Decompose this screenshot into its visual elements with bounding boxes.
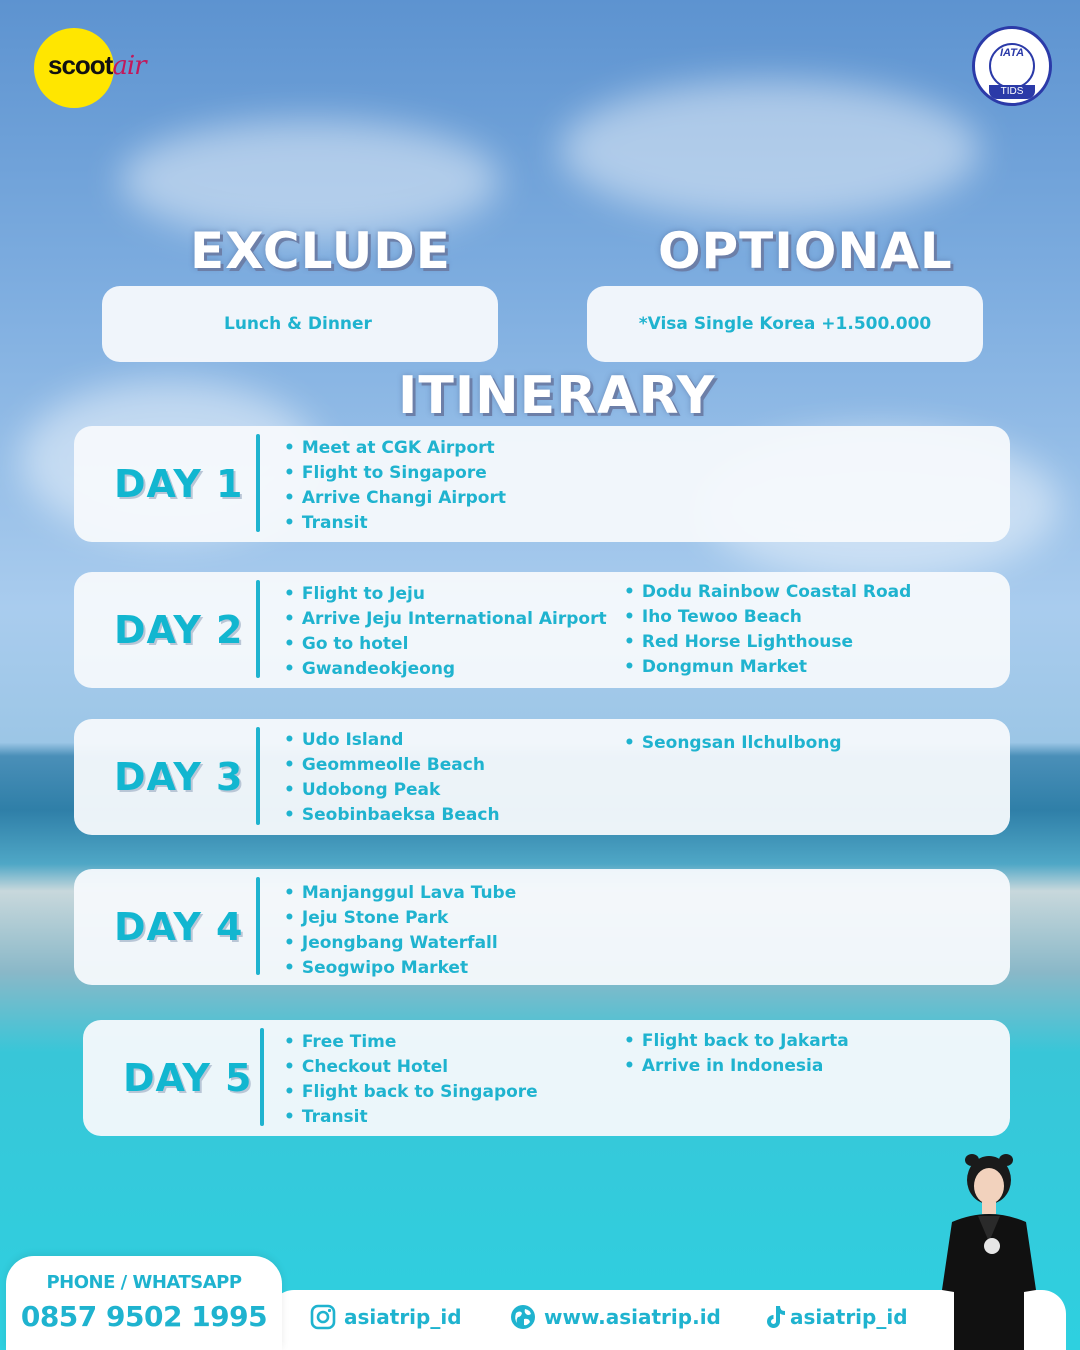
itinerary-title: ITINERARY [398, 366, 716, 426]
day-divider [256, 727, 260, 825]
day-divider [256, 434, 260, 532]
presenter-image [932, 1150, 1050, 1350]
activity-item: • Flight to Singapore [284, 461, 506, 486]
activity-item: • Iho Tewoo Beach [624, 605, 911, 630]
globe-icon [510, 1304, 536, 1330]
activity-item: • Flight back to Singapore [284, 1080, 538, 1105]
day-card-3 [74, 719, 1010, 835]
logo-accent-text: air [112, 51, 146, 81]
activity-item: • Seogwipo Market [284, 956, 516, 981]
activity-item: • Go to hotel [284, 632, 607, 657]
activity-item: • Jeju Stone Park [284, 906, 516, 931]
tiktok-link[interactable] [762, 1304, 908, 1330]
instagram-link[interactable] [310, 1304, 462, 1330]
activity-item: • Transit [284, 511, 506, 536]
day-divider [256, 877, 260, 975]
activity-item: • Seobinbaeksa Beach [284, 803, 500, 828]
instagram-handle: asiatrip_id [344, 1305, 462, 1329]
activity-item: • Dongmun Market [624, 655, 911, 680]
activity-item: • Flight back to Jakarta [624, 1029, 849, 1054]
day-card-2 [74, 572, 1010, 688]
activity-item: • Seongsan Ilchulbong [624, 731, 842, 756]
day-activities-right [624, 731, 842, 756]
day-activities-left [284, 1030, 538, 1130]
activity-item: • Transit [284, 1105, 538, 1130]
day-activities-left [284, 728, 500, 828]
day-activities-right [624, 580, 911, 680]
iata-badge [972, 26, 1052, 106]
day-activities-left [284, 436, 506, 536]
exclude-title: EXCLUDE [190, 222, 451, 280]
tids-label: TIDS [989, 85, 1035, 99]
phone-number[interactable]: 0857 9502 1995 [20, 1300, 268, 1333]
phone-box [6, 1256, 282, 1350]
tiktok-handle: asiatrip_id [790, 1305, 908, 1329]
day-label: DAY 1 [114, 462, 244, 506]
activity-item: • Checkout Hotel [284, 1055, 538, 1080]
day-divider [256, 580, 260, 678]
website-link[interactable] [510, 1304, 721, 1330]
activity-item: • Flight to Jeju [284, 582, 607, 607]
day-label: DAY 2 [114, 608, 244, 652]
day-label: DAY 3 [114, 755, 244, 799]
day-label: DAY 4 [114, 905, 244, 949]
activity-item: • Meet at CGK Airport [284, 436, 506, 461]
day-divider [260, 1028, 264, 1126]
optional-title: OPTIONAL [658, 222, 953, 280]
day-card-4 [74, 869, 1010, 985]
activity-item: • Gwandeokjeong [284, 657, 607, 682]
day-activities-right [624, 1029, 849, 1079]
iata-badge-name: IATA [999, 47, 1025, 59]
activity-item: • Arrive Jeju International Airport [284, 607, 607, 632]
day-card-5 [83, 1020, 1010, 1136]
activity-item: • Free Time [284, 1030, 538, 1055]
exclude-item: Lunch & Dinner [102, 286, 498, 362]
activity-item: • Jeongbang Waterfall [284, 931, 516, 956]
day-label: DAY 5 [123, 1056, 253, 1100]
tiktok-icon [762, 1304, 788, 1330]
website-url: www.asiatrip.id [544, 1305, 721, 1329]
activity-item: • Arrive in Indonesia [624, 1054, 849, 1079]
activity-item: • Arrive Changi Airport [284, 486, 506, 511]
activity-item: • Dodu Rainbow Coastal Road [624, 580, 911, 605]
day-card-1 [74, 426, 1010, 542]
activity-item: • Udobong Peak [284, 778, 500, 803]
phone-label: PHONE / WHATSAPP [46, 1272, 242, 1293]
activity-item: • Geommeolle Beach [284, 753, 500, 778]
activity-item: • Manjanggul Lava Tube [284, 881, 516, 906]
activity-item: • Red Horse Lighthouse [624, 630, 911, 655]
day-activities-left [284, 582, 607, 682]
scoot-logo [48, 50, 146, 81]
day-activities-left [284, 881, 516, 981]
optional-item: *Visa Single Korea +1.500.000 [587, 286, 983, 362]
logo-main-text: scoot [48, 50, 113, 80]
activity-item: • Udo Island [284, 728, 500, 753]
instagram-icon [310, 1304, 336, 1330]
